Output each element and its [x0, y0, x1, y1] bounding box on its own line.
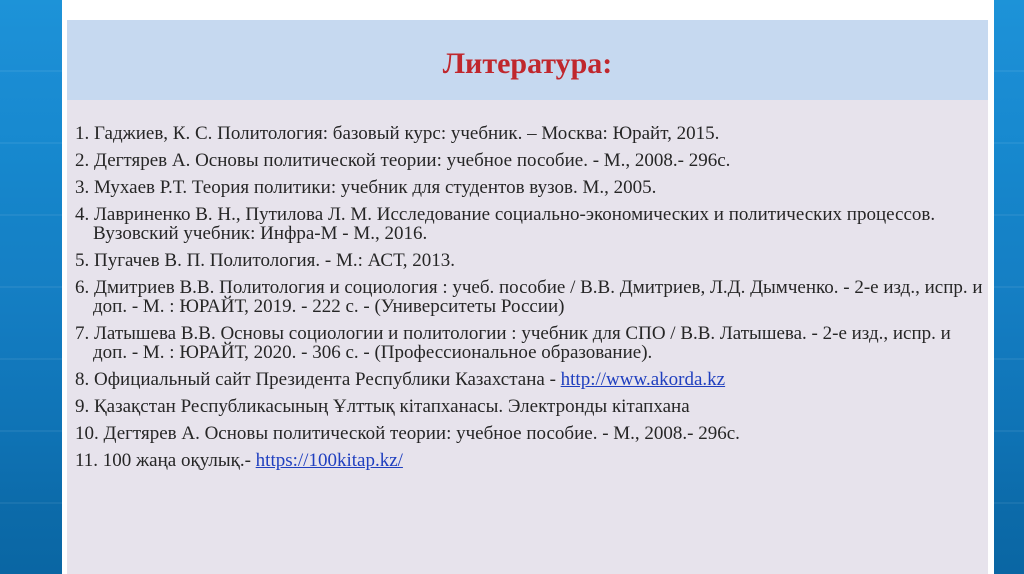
- reference-item-7: [75, 324, 985, 362]
- reference-item-1: [75, 124, 985, 143]
- reference-text: 7. Латышева В.В. Основы социологии и политологии : учебник для СПО / В.В. Латышева. - 2-е изд., испр. и доп. - М. : ЮРАЙТ, 2020. - 306 с. - (Профессиональное образование).: [75, 323, 951, 363]
- reference-item-8: [75, 370, 985, 389]
- 100kitap-link[interactable]: https://100kitap.kz/: [255, 450, 403, 471]
- title-bar: [67, 20, 988, 100]
- right-decor-strip: [994, 0, 1024, 574]
- reference-text: 10. Дегтярев А. Основы политической теории: учебное пособие. - М., 2008.- 296с.: [75, 423, 740, 444]
- reference-item-6: [75, 278, 985, 316]
- reference-item-10: [75, 424, 985, 443]
- reference-text: 6. Дмитриев В.В. Политология и социология : учеб. пособие / В.В. Дмитриев, Л.Д. Дымченко. - 2-е изд., испр. и доп. - М. : ЮРАЙТ, 2019. - 222 с. - (Университеты России): [75, 277, 983, 317]
- reference-text: 2. Дегтярев А. Основы политической теории: учебное пособие. - М., 2008.- 296с.: [75, 150, 731, 171]
- reference-text: 3. Мухаев Р.Т. Теория политики: учебник для студентов вузов. М., 2005.: [75, 177, 657, 198]
- reference-text: 9. Қазақстан Республикасының Ұлттық кітапханасы. Электронды кітапхана: [75, 396, 690, 417]
- reference-text: 8. Официальный сайт Президента Республики Казахстана -: [75, 369, 561, 390]
- reference-item-9: [75, 397, 985, 416]
- reference-text: 11. 100 жаңа оқулық.-: [75, 450, 256, 471]
- akorda-link[interactable]: http://www.akorda.kz: [560, 369, 726, 390]
- reference-item-5: [75, 251, 985, 270]
- reference-text: 4. Лавриненко В. Н., Путилова Л. М. Исследование социально-экономических и политических процессов. Вузовский учебник: Инфра-М - М., 2016.: [75, 204, 936, 244]
- reference-list: [75, 124, 985, 478]
- reference-item-4: [75, 205, 985, 243]
- left-decor-strip: [0, 0, 62, 574]
- slide: [67, 20, 988, 574]
- reference-item-2: [75, 151, 985, 170]
- reference-text: 5. Пугачев В. П. Политология. - М.: АСТ, 2013.: [75, 250, 456, 271]
- reference-item-3: [75, 178, 985, 197]
- reference-text: 1. Гаджиев, К. С. Политология: базовый курс: учебник. – Москва: Юрайт, 2015.: [75, 123, 720, 144]
- slide-title: Литература:: [442, 47, 613, 80]
- reference-item-11: [75, 451, 985, 470]
